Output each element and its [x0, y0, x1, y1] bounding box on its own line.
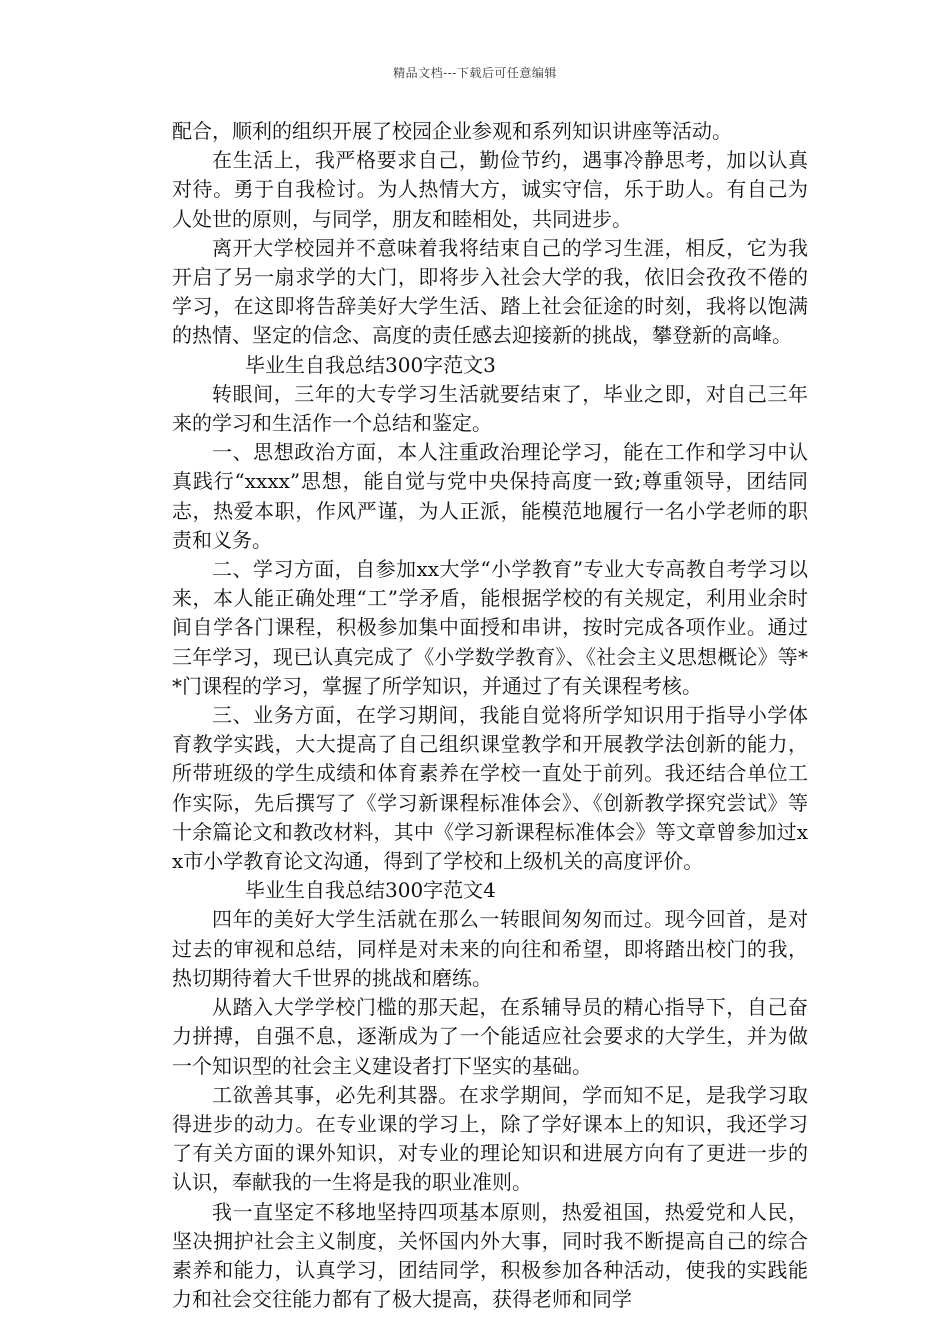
section-heading: 毕业生自我总结300字范文4: [245, 878, 496, 903]
paragraph: 工欲善其事，必先利其器。在求学期间，学而知不足，是我学习取得进步的动力。在专业课的学习上，除了学好课本上的知识，我还学习了有关方面的课外知识，对专业的理论知识和进展方向有了更进一步的认识，奉献我的一生将是我的职业准则。: [172, 1082, 808, 1195]
section-heading: 毕业生自我总结300字范文3: [245, 352, 496, 377]
paragraph: 从踏入大学学校门槛的那天起，在系辅导员的精心指导下，自己奋力拼搏，自强不息，逐渐成为了一个能适应社会要求的大学生，并为做一个知识型的社会主义建设者打下坚实的基础。: [172, 995, 808, 1078]
paragraph: 四年的美好大学生活就在那么一转眼间匆匆而过。现今回首，是对过去的审视和总结，同样是对未来的向往和希望，即将踏出校门的我，热切期待着大千世界的挑战和磨练。: [172, 907, 808, 990]
paragraph: 配合，顺利的组织开展了校园企业参观和系列知识讲座等活动。: [172, 119, 732, 143]
paragraph: 二、学习方面，自参加xx大学“小学教育”专业大专高教自考学习以来，本人能正确处理“工”学矛盾，能根据学校的有关规定，利用业余时间自学各门课程，积极参加集中面授和串讲，按时完成各项作业。通过三年学习，现已认真完成了《小学数学教育》、《社会主义思想概论》等**门课程的学习，掌握了所学知识，并通过了有关课程考核。: [172, 557, 808, 698]
paragraph: 三、业务方面，在学习期间，我能自觉将所学知识用于指导小学体育教学实践，大大提高了自己组织课堂教学和开展教学法创新的能力，所带班级的学生成绩和体育素养在学校一直处于前列。我还结合单位工作实际，先后撰写了《学习新课程标准体会》、《创新教学探究尝试》等十余篇论文和教改材料，其中《学习新课程标准体会》等文章曾参加过xx市小学教育论文沟通，得到了学校和上级机关的高度评价。: [172, 703, 808, 874]
paragraph: 一、思想政治方面，本人注重政治理论学习，能在工作和学习中认真践行“xxxx”思想，能自觉与党中央保持高度一致;尊重领导，团结同志，热爱本职，作风严谨，为人正派，能模范地履行一名小学老师的职责和义务。: [172, 440, 808, 552]
paragraph: 在生活上，我严格要求自己，勤俭节约，遇事冷静思考，加以认真对待。勇于自我检讨。为人热情大方，诚实守信，乐于助人。有自己为人处世的原则，与同学，朋友和睦相处，共同进步。: [172, 148, 808, 231]
paragraph: 我一直坚定不移地坚持四项基本原则，热爱祖国，热爱党和人民，坚决拥护社会主义制度，关怀国内外大事，同时我不断提高自己的综合素养和能力，认真学习，团结同学，积极参加各种活动，使我的实践能力和社会交往能力都有了极大提高，获得老师和同学: [172, 1199, 808, 1312]
document-body: [172, 117, 808, 1314]
paragraph: 离开大学校园并不意味着我将结束自己的学习生涯，相反，它为我开启了另一扇求学的大门，即将步入社会大学的我，依旧会孜孜不倦的学习，在这即将告辞美好大学生活、踏上社会征途的时刻，我将以饱满的热情、坚定的信念、高度的责任感去迎接新的挑战，攀登新的高峰。: [172, 235, 808, 348]
page-header: 精品文档---下载后可任意编辑: [393, 66, 557, 80]
paragraph: 转眼间，三年的大专学习生活就要结束了，毕业之即，对自己三年来的学习和生活作一个总结和鉴定。: [172, 381, 808, 436]
